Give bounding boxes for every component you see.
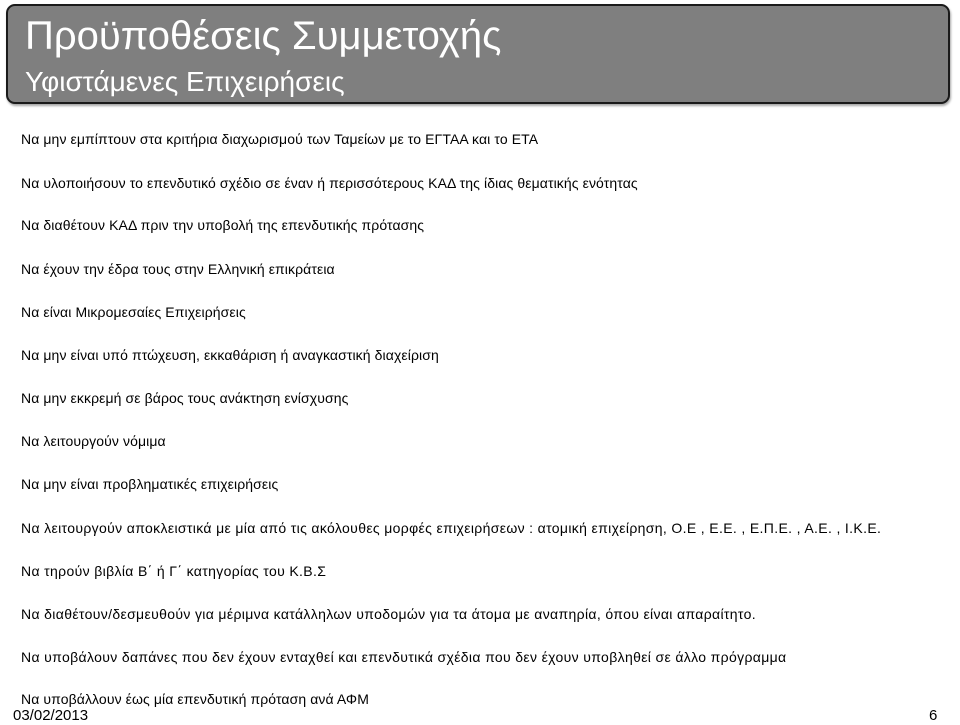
criteria-item: Να διαθέτουν ΚΑΔ πριν την υποβολή της επενδυτικής πρότασης — [21, 217, 425, 233]
criteria-item: Να υποβάλλουν έως μία επενδυτική πρόταση ανά ΑΦΜ — [21, 691, 369, 707]
footer-date: 03/02/2013 — [13, 707, 89, 724]
page-number: 6 — [929, 707, 938, 724]
criteria-item: Να είναι Μικρομεσαίες Επιχειρήσεις — [21, 304, 246, 320]
criteria-item: Να μην είναι προβληματικές επιχειρήσεις — [21, 476, 279, 492]
criteria-item: Να λειτουργούν νόμιμα — [21, 433, 166, 449]
criteria-item: Να υποβάλουν δαπάνες που δεν έχουν ενταχθεί και επενδυτικά σχέδια που δεν έχουν υποβληθεί σε άλλο πρόγραμμα — [21, 649, 787, 665]
criteria-item: Να έχουν την έδρα τους στην Ελληνική επικράτεια — [21, 261, 335, 277]
criteria-item: Να λειτουργούν αποκλειστικά με μία από τις ακόλουθες μορφές επιχειρήσεων : ατομική επιχείρηση, Ο.Ε , Ε.Ε. , Ε.Π.Ε. , Α.Ε. , Ι.Κ.Ε. — [21, 520, 882, 536]
criteria-item: Να τηρούν βιβλία Β΄ ή Γ΄ κατηγορίας του Κ.Β.Σ — [21, 563, 327, 579]
criteria-item: Να μην είναι υπό πτώχευση, εκκαθάριση ή αναγκαστική διαχείριση — [21, 347, 439, 363]
criteria-item: Να διαθέτουν/δεσμευθούν για μέριμνα κατάλληλων υποδομών για τα άτομα με αναπηρία, όπου είναι απαραίτητο. — [21, 606, 756, 622]
criteria-item: Να υλοποιήσουν το επενδυτικό σχέδιο σε έναν ή περισσότερους ΚΑΔ της ίδιας θεματικής ενότητας — [21, 175, 638, 191]
slide-title: Προϋποθέσεις Συμμετοχής — [25, 14, 502, 58]
criteria-item: Να μην εμπίπτουν στα κριτήρια διαχωρισμού των Ταμείων με το ΕΓΤΑΑ και το ΕΤΑ — [21, 131, 539, 147]
slide-subtitle: Υφιστάμενες Επιχειρήσεις — [25, 66, 345, 97]
criteria-item: Να μην εκκρεμή σε βάρος τους ανάκτηση ενίσχυσης — [21, 390, 349, 406]
